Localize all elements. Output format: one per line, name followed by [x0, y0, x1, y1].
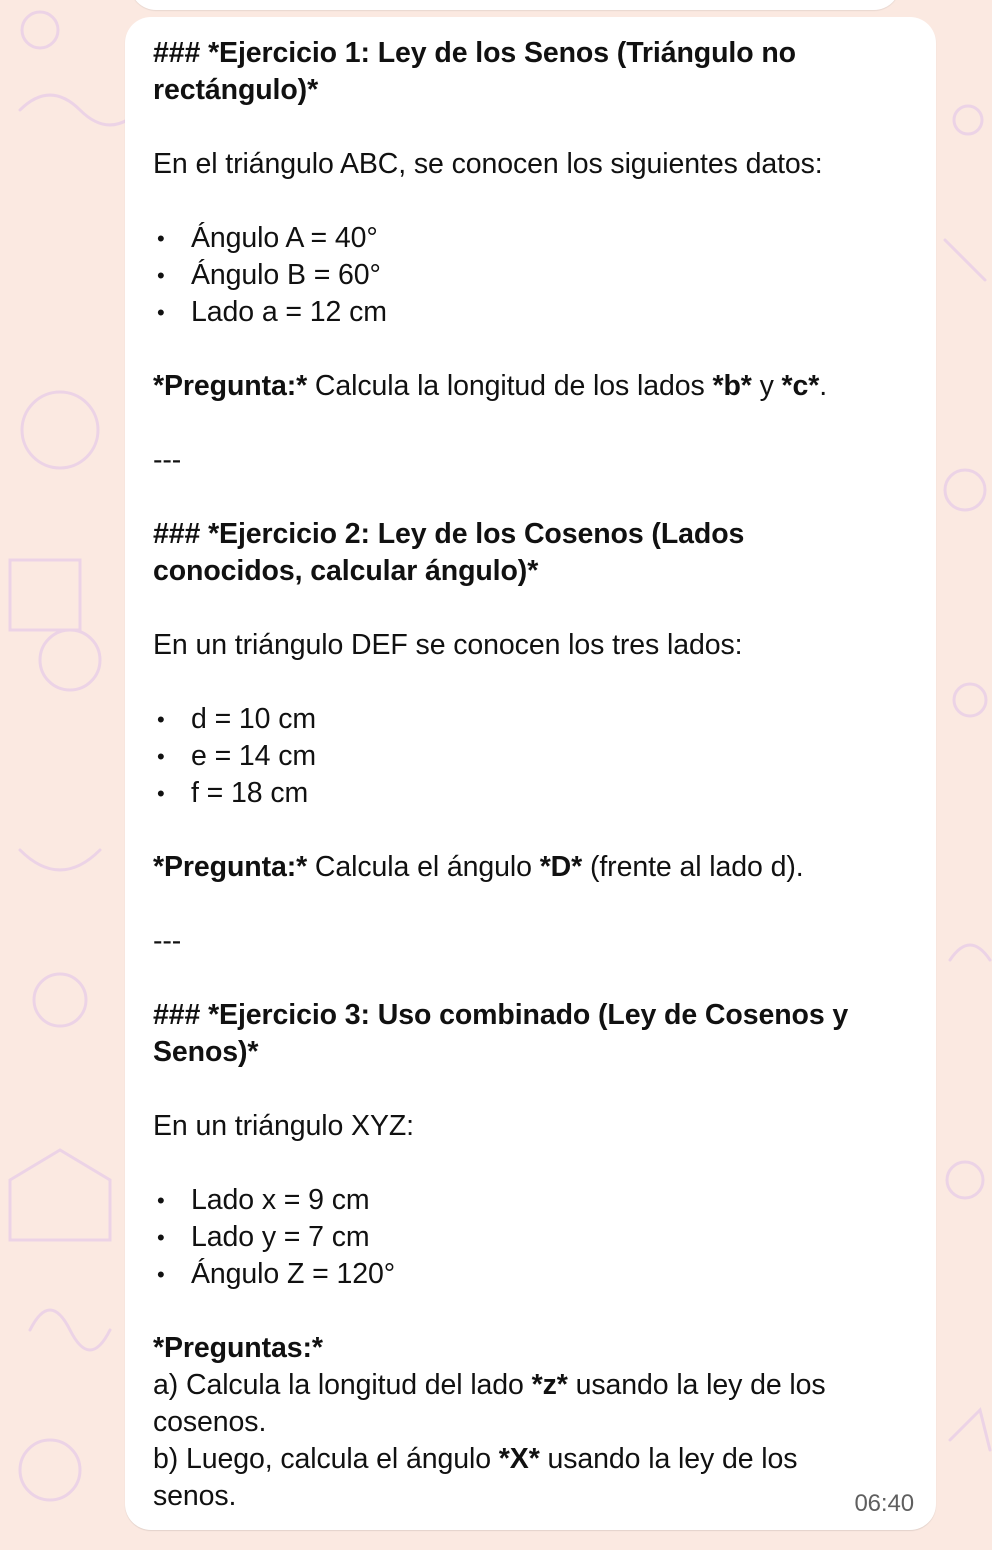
bullet-icon: • [157, 744, 165, 769]
exercise-2-data-list [153, 701, 908, 812]
exercise-3-data-list [153, 1182, 908, 1293]
exercise-3-heading-line-1: ### *Ejercicio 3: Uso combinado (Ley de Cosenos y [153, 999, 849, 1031]
exercise-2-intro: En un triángulo DEF se conocen los tres lados: [153, 629, 743, 661]
bullet-icon: • [157, 226, 165, 251]
exercise-3-heading-line-2: Senos)* [153, 1036, 259, 1068]
separator: --- [153, 925, 182, 957]
list-item: • d = 10 cm [153, 701, 908, 738]
message-bubble[interactable] [125, 17, 936, 1530]
smiley-doodle-icon [22, 392, 98, 468]
list-item: • f = 18 cm [153, 775, 908, 812]
exercise-3-question-b: b) Luego, calcula el ángulo *X* usando la ley de los [153, 1443, 798, 1475]
exercise-1-heading-line-1: ### *Ejercicio 1: Ley de los Senos (Triángulo no [153, 37, 796, 69]
exercise-1-data-list [153, 220, 908, 331]
exercise-2-heading-line-1: ### *Ejercicio 2: Ley de los Cosenos (Lados [153, 518, 745, 550]
exercise-3-question-b-cont: senos. [153, 1480, 237, 1512]
list-item: • Lado a = 12 cm [153, 294, 908, 331]
exercise-3-questions-label: *Preguntas:* [153, 1332, 323, 1364]
exercise-3-question-a-cont: cosenos. [153, 1406, 267, 1438]
exercise-2-question: *Pregunta:* Calcula el ángulo *D* (frente al lado d). [153, 851, 804, 883]
exercise-1-question: *Pregunta:* Calcula la longitud de los lados *b* y *c*. [153, 370, 828, 402]
message-timestamp: 06:40 [854, 1490, 914, 1517]
bullet-icon: • [157, 1188, 165, 1213]
list-item: • Lado y = 7 cm [153, 1219, 908, 1256]
bullet-icon: • [157, 1262, 165, 1287]
bullet-icon: • [157, 300, 165, 325]
list-item: • Ángulo B = 60° [153, 257, 908, 294]
exercise-3-intro: En un triángulo XYZ: [153, 1110, 414, 1142]
exercise-1-heading-line-2: rectángulo)* [153, 74, 319, 106]
list-item: • Lado x = 9 cm [153, 1182, 908, 1219]
exercise-1-intro: En el triángulo ABC, se conocen los siguientes datos: [153, 148, 823, 180]
list-item: • e = 14 cm [153, 738, 908, 775]
list-item: • Ángulo A = 40° [153, 220, 908, 257]
exercise-3-question-a: a) Calcula la longitud del lado *z* usando la ley de los [153, 1369, 826, 1401]
bullet-icon: • [157, 263, 165, 288]
separator: --- [153, 444, 182, 476]
bullet-icon: • [157, 707, 165, 732]
exercise-2-heading-line-2: conocidos, calcular ángulo)* [153, 555, 539, 587]
previous-message-bubble [130, 0, 900, 10]
bullet-icon: • [157, 781, 165, 806]
list-item: • Ángulo Z = 120° [153, 1256, 908, 1293]
bullet-icon: • [157, 1225, 165, 1250]
